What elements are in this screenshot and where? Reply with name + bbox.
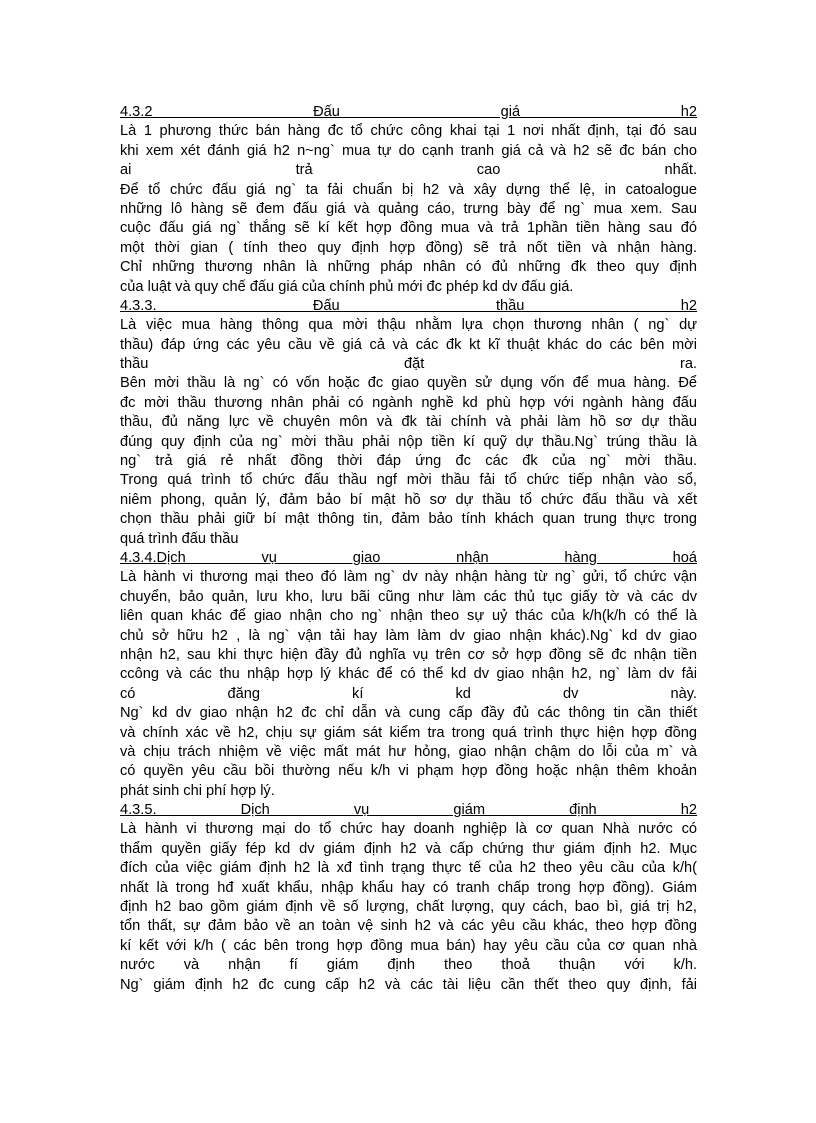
text-line: nước và nhận fí giám định theo thoả thuận với k/h. — [120, 957, 697, 974]
text-line: có đăng kí kd dv này. — [120, 685, 697, 702]
text-line: thầu đặt ra. — [120, 356, 697, 373]
text-line: Là 1 phương thức bán hàng đc tổ chức công khai tại 1 nơi nhất định, tại đó sau — [120, 123, 697, 140]
text-line: Là hành vi thương mại theo đó làm ng` dv này nhận hàng từ ng` gửi, tổ chức vận — [120, 569, 697, 586]
text-line: chuyển, bảo quản, lưu kho, lưu bãi cũng như làm các thủ tục giấy tờ và các dv — [120, 588, 697, 605]
text-line: có quyền yêu cầu bồi thường nếu k/h vi phạm hợp đồng hoặc nhận thêm khoản — [120, 763, 697, 780]
section-heading: 4.3.4.Dịch vụ giao nhận hàng hoá — [120, 549, 697, 566]
document-body — [120, 103, 697, 995]
text-line: cuộc đấu giá ng` thắng sẽ kí kết hợp đồng mua và trả 1phần tiền hàng sau đó — [120, 220, 697, 237]
text-line: kí kết với k/h ( các bên trong hợp đồng mua bán) hay yêu cầu của cơ quan nhà — [120, 937, 697, 954]
text-line: liên quan khác để giao nhận cho ng` nhận theo sự uỷ thác của k/h(k/h có thể là — [120, 608, 697, 625]
text-line: đích của việc giám định h2 là xđ tình trạng thực tế của h2 theo yêu cầu của k/h( — [120, 860, 697, 877]
section-heading: 4.3.3. Đấu thầu h2 — [120, 297, 697, 314]
text-line: chủ sở hữu h2 , là ng` vận tải hay làm làm dv giao nhận khác).Ng` kd dv giao — [120, 627, 697, 644]
text-line: Ng` giám định h2 đc cung cấp h2 và các tài liệu cần thết theo quy định, fải — [120, 976, 697, 993]
text-line: ai trả cao nhất. — [120, 162, 697, 179]
text-line: ng` trả giá rẻ nhất đồng thời đáp ứng đc các đk của ng` mời thầu. — [120, 453, 697, 470]
text-line: của luật và quy chế đấu giá của chính phủ mới đc phép kd dv đấu giá. — [120, 278, 574, 295]
section-heading: 4.3.2 Đấu giá h2 — [120, 104, 697, 120]
text-line: quá trình đấu thầu — [120, 530, 239, 547]
text-line: Để tổ chức đấu giá ng` ta fải chuẩn bị h2 và xây dựng thể lệ, in catoalogue — [120, 181, 697, 198]
text-line: đúng quy định của ng` mời thầu phải nộp tiền kí quỹ dự thầu.Ng` trúng thầu là — [120, 433, 697, 450]
text-line: thầu, đủ năng lực về chuyên môn và đk tài chính và phải làm hồ sơ dự thầu — [120, 414, 697, 431]
text-line: Là việc mua hàng thông qua mời thậu nhằm lựa chọn thương nhân ( ng` dự — [120, 317, 697, 334]
text-line: Chỉ những thương nhân là những pháp nhân có đủ những đk theo quy định — [120, 259, 697, 276]
text-line: và chịu trách nhiệm về việc mất mát hư hỏng, giao nhận chậm do lỗi của m` và — [120, 743, 697, 760]
text-line: và chính xác về h2, chịu sự giám sát kiểm tra trong quá trình thực hiện hợp đồng — [120, 724, 697, 741]
text-line: định h2 bao gồm giám định về số lượng, chất lượng, quy cách, bao bì, giá trị h2, — [120, 899, 697, 916]
text-line: Bên mời thầu là ng` có vốn hoặc đc giao quyền sử dụng vốn để mua hàng. Để — [120, 375, 697, 392]
section-heading: 4.3.5. Dịch vụ giám định h2 — [120, 802, 697, 819]
text-line: những lô hàng sẽ đem đấu giá và quảng cáo, trưng bày để ng` mua xem. Sau — [120, 200, 697, 217]
text-line: ccông và các thu nhập hợp lý khác để có thể kd dv giao nhận h2, ng` làm dv fải — [120, 666, 697, 683]
text-line: một thời gian ( tính theo quy định hợp đồng) sẽ trả nốt tiền và nhận hàng. — [120, 239, 697, 256]
text-line: chọn thầu phải giữ bí mật thông tin, đảm bảo tính khách quan trung thực trong — [120, 511, 697, 528]
text-line: Ng` kd dv giao nhận h2 đc chỉ dẫn và cung cấp đầy đủ các thông tin cần thiết — [120, 705, 697, 722]
text-line: thẩm quyền giấy fép kd dv giám định h2 và cấp chứng thư giám định h2. Mục — [120, 840, 697, 857]
text-line: nhất là trong hđ xuất khẩu, nhập khẩu hay có tranh chấp trong hợp đồng). Giám — [120, 879, 697, 896]
text-line: Là hành vi thương mại do tổ chức hay doanh nghiệp là cơ quan Nhà nước có — [120, 821, 697, 838]
text-line: niêm phong, quản lý, đảm bảo bí mật hồ sơ dự thầu tổ chức đấu thầu và xết — [120, 491, 697, 508]
text-line: đc mời thầu thương nhân phải có ngành nghề kd phù hợp với ngành hàng đấu — [120, 394, 697, 411]
text-line: khi xem xét đánh giá h2 n~ng` mua tự do cạnh tranh giá cả và h2 sẽ đc bán cho — [120, 142, 697, 159]
text-line: tổn thất, sự đảm bảo về an toàn vệ sinh h2 và các yêu cầu khác, theo hợp đồng — [120, 918, 697, 935]
text-line: phát sinh chi phí hợp lý. — [120, 782, 275, 799]
text-line: Trong quá trình tổ chức đấu thầu ngf mời thầu fải tổ chức tiếp nhận vào sổ, — [120, 472, 697, 489]
text-line: thầu) đáp ứng các yêu cầu về giá cả và các đk kt kĩ thuật khác do các bên mời — [120, 336, 697, 353]
text-line: nhận h2, sau khi thực hiện đầy đủ nghĩa vụ trên cơ sở hợp đồng sẽ đc nhận tiền — [120, 646, 697, 663]
